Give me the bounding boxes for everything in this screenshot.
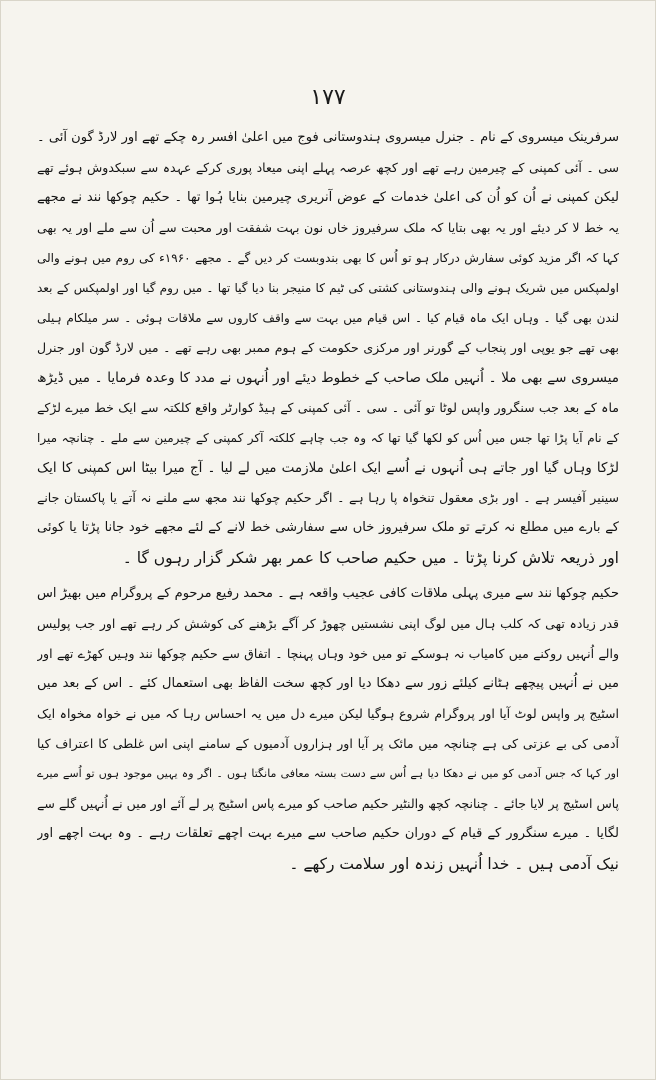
page-text [37,123,619,879]
text-line: سی ۔ آئی کمپنی کے چیرمین رہے تھے اور کچھ عرصہ پہلے اپنی میعاد پوری کرکے عہدہ سے سبکدوش ہوئے تھے [37,160,619,175]
text-line: حکیم چوکھا نند سے میری پہلی ملاقات کافی عجیب واقعہ ہے ۔ محمد رفیع مرحوم کے پروگرام میں بھیڑ اس [37,586,619,601]
text-line: اسٹیج پر واپس لوٹ آیا اور پروگرام شروع ہوگیا لیکن میرے دل میں یہ احساس رہا کہ میں نے خواہ مخواہ ایک [37,706,619,721]
text-line: بھی تھے جو یوپی اور پنجاب کے گورنر اور مرکزی حکومت کے ہوم ممبر بھی رہے تھے ۔ میں لارڈ گون اور جنرل [37,340,619,355]
page-number: ۱۷۷ [310,85,346,110]
text-line: لڑکا وہاں گیا اور جاتے ہی اُنہوں نے اُسے ایک اعلیٰ ملازمت میں لے لیا ۔ آج میرا بیٹا اس کمپنی کا ایک [37,460,619,476]
text-line: لندن بھی گیا ۔ وہاں ایک ماہ قیام کیا ۔ اس قیام میں بہت سے واقف کاروں سے ملاقات ہوئی ۔ سر میلکام ہیلی [37,311,619,325]
text-line: میسروی سے بھی ملا ۔ اُنہیں ملک صاحب کے خطوط دیئے اور اُنہوں نے مدد کا وعدہ فرمایا ۔ میں ڈیڑھ [37,370,619,386]
text-line: سینیر آفیسر ہے ۔ اور بڑی معقول تنخواہ پا رہا ہے ۔ اگر حکیم چوکھا نند مجھ سے ملنے نہ آتے یا پاکستان جانے [37,490,619,505]
text-line: کہا کہ اگر مزید کوئی سفارش درکار ہو تو اُس کا بھی بندوبست کر دیں گے ۔ مجھے ۱۹۶۰ء کی روم میں ہونے والی [37,251,619,265]
text-line: نیک آدمی ہیں ۔ خدا اُنہیں زندہ اور سلامت رکھے ۔ [289,855,619,873]
paragraph-2 [37,579,619,879]
paragraph-1 [37,123,619,573]
text-line: اور کہا کہ جس آدمی کو میں نے دھکا دیا ہے اُس سے دست بستہ معافی مانگتا ہوں ۔ اگر وہ یہیں موجود ہوں تو اُسے میرے [37,767,619,780]
text-line: سرفرینک میسروی کے نام ۔ جنرل میسروی ہندوستانی فوج میں اعلیٰ افسر رہ چکے تھے اور لارڈ گون آئی ۔ [37,130,619,145]
text-line: یہ خط لا کر دیئے اور یہ بھی بتایا کہ ملک سرفیروز خاں نون بہت شفقت اور محبت سے اُن سے ملے اور یہ بھی [37,220,619,235]
text-line: اور ذریعہ تلاش کرنا پڑتا ۔ میں حکیم صاحب کا عمر بھر شکر گزار رہوں گا ۔ [122,549,619,567]
text-line: اولمپکس میں شریک ہونے والی ہندوستانی کشتی کی ٹیم کا منیجر بنا دیا گیا تھا ۔ میں روم گیا اور اولمپکس کے بعد [37,281,619,295]
text-line: کے بارے میں مطلع نہ کرتے تو ملک سرفیروز خاں سے سفارشی خط لانے کے لئے مجھے خود جانا پڑتا یا کوئی [37,520,619,535]
text-line: لگایا ۔ میرے سنگرور کے قیام کے دوران حکیم صاحب سے میرے بہت اچھے تعلقات رہے ۔ وہ بہت اچھے اور [37,826,619,841]
text-line: ماہ کے بعد جب سنگرور واپس لوٹا تو آئی ۔ سی ۔ آئی کمپنی کے ہیڈ کوارٹر واقع کلکتہ سے ایک خط میرے لڑکے [37,400,619,415]
text-line: لیکن کمپنی نے اُن کو اُن کی اعلیٰ خدمات کے عوض آنریری چیرمین بنایا ہُوا تھا ۔ حکیم چوکھا نند نے مجھے [37,190,619,205]
text-line: قدر زیادہ تھی کہ کلب ہال میں لوگ اپنی نشستیں چھوڑ کر آگے بڑھنے کی کوشش کر رہے تھے اور جب پولیس [37,616,619,631]
text-line: والے اُنہیں روکنے میں کامیاب نہ ہوسکے تو میں خود وہاں پہنچا ۔ اتفاق سے حکیم چوکھا نند وہیں کھڑے تھے اور [37,646,619,661]
text-line: میں نے اُنہیں پیچھے ہٹانے کیلئے زور سے دھکا دیا اور کچھ سخت الفاظ بھی استعمال کئے ۔ اس کے بعد میں [37,676,619,691]
text-line: کے نام آیا پڑا تھا جس میں اُس کو لکھا گیا تھا کہ وہ جب چاہے کلکتہ آکر کمپنی کے چیرمین سے ملے ۔ چنانچہ میرا [37,431,619,445]
text-line: آدمی کی بے عزتی کی ہے چنانچہ میں مائک پر آیا اور ہزاروں آدمیوں کے سامنے اپنی اس غلطی کا اعتراف کیا [37,736,619,751]
text-line: پاس اسٹیج پر لایا جائے ۔ چنانچہ کچھ والنٹیر حکیم صاحب کو میرے پاس اسٹیج پر لے آئے اور میں نے اُنہیں گلے سے [37,796,619,811]
